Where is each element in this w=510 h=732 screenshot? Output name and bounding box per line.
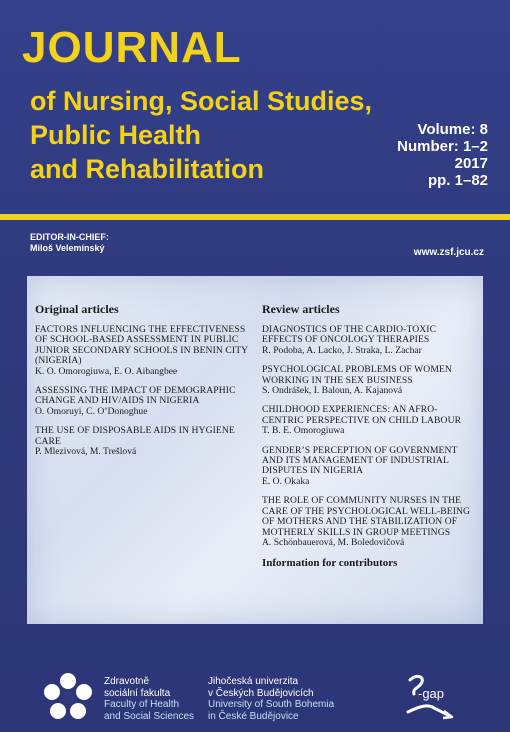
university-line-4: in České Budějovice xyxy=(208,710,299,722)
university-name xyxy=(208,676,334,722)
article-title: DIAGNOSTICS OF THE CARDIO-TOXIC EFFECTS OF ONCOLOGY THERAPIES xyxy=(262,324,437,346)
faculty-line-2: sociální fakulta xyxy=(104,687,171,699)
article-authors: P. Mlezivová, M. Trešlová xyxy=(35,446,137,458)
subtitle-line-3: and Rehabilitation xyxy=(30,154,265,184)
editor-block xyxy=(30,232,109,254)
volume-info xyxy=(397,121,488,189)
article-item xyxy=(262,446,477,488)
article-title: GENDER’S PERCEPTION OF GOVERNMENT AND ITS MANAGEMENT OF INDUSTRIAL DISPUTES IN NIGERIA xyxy=(262,444,458,477)
faculty-line-4: and Social Sciences xyxy=(104,710,195,722)
faculty-line-3: Faculty of Health xyxy=(104,699,180,710)
table-of-contents xyxy=(27,276,483,624)
article-item xyxy=(262,365,477,396)
number: Number: 1–2 xyxy=(397,138,488,155)
article-title: ASSESSING THE IMPACT OF DEMOGRAPHIC CHANGE AND HIV/AIDS IN NIGERIA xyxy=(35,385,236,407)
article-authors: O. Omoruyi, C. O’Donoghue xyxy=(35,405,148,417)
article-item xyxy=(262,325,477,356)
pages: pp. 1–82 xyxy=(427,172,488,189)
article-authors: K. O. Omorogiuwa, E. O. Aibangbee xyxy=(35,365,178,377)
article-item xyxy=(35,426,257,457)
review-articles-heading: Review articles xyxy=(262,302,340,316)
article-authors: S. Ondrášek, I. Baloun, A. Kajanová xyxy=(262,385,403,397)
faculty-line-1: Zdravotně xyxy=(104,676,150,687)
article-item xyxy=(35,386,257,417)
article-item xyxy=(262,405,477,436)
journal-title: JOURNAL xyxy=(22,23,242,72)
gap-logo-text: -gap xyxy=(418,686,445,701)
website-link[interactable]: www.zsf.jcu.cz xyxy=(413,247,484,258)
volume: Volume: 8 xyxy=(417,121,488,138)
subtitle-line-2: Public Health xyxy=(30,120,202,150)
article-authors: E. O. Okaka xyxy=(262,475,310,487)
faculty-name xyxy=(104,676,194,722)
journal-subtitle xyxy=(30,84,372,186)
article-item xyxy=(35,325,257,377)
article-title: THE ROLE OF COMMUNITY NURSES IN THE CARE OF THE PSYCHOLOGICAL WELL-BEING OF MOTHERS AND THE STABILIZATION OF MOTHERLY SKILLS IN GROUP MEETINGS xyxy=(262,495,471,538)
review-articles-column xyxy=(262,302,477,569)
footer xyxy=(0,636,510,732)
university-line-1: Jihočeská univerzita xyxy=(208,676,299,687)
yellow-divider xyxy=(0,214,510,220)
article-authors: A. Schönbauerová, M. Boledovičová xyxy=(262,536,405,548)
faculty-flower-logo-icon xyxy=(42,672,94,724)
editor-name: Miloš Velemínský xyxy=(30,243,105,253)
original-articles-heading: Original articles xyxy=(35,302,119,316)
university-line-3: University of South Bohemia xyxy=(208,699,335,710)
information-for-contributors: Information for contributors xyxy=(262,557,398,570)
article-item xyxy=(262,496,477,548)
article-title: CHILDHOOD EXPERIENCES: AN AFRO-CENTRIC PERSPECTIVE ON CHILD LABOUR xyxy=(262,404,462,426)
original-articles-column xyxy=(35,302,257,466)
university-line-2: v Českých Budějovicích xyxy=(208,687,314,699)
article-authors: R. Podoba, A. Lacko, J. Straka, L. Zachar xyxy=(262,344,422,356)
article-authors: T. B. E. Omorogiuwa xyxy=(262,425,345,437)
year: 2017 xyxy=(454,155,488,172)
article-title: THE USE OF DISPOSABLE AIDS IN HYGIENE CARE xyxy=(35,425,235,447)
gap-logo-icon xyxy=(404,670,474,720)
article-title: PSYCHOLOGICAL PROBLEMS OF WOMEN WORKING IN THE SEX BUSINESS xyxy=(262,364,452,386)
article-title: FACTORS INFLUENCING THE EFFECTIVENESS OF SCHOOL-BASED ASSESSMENT IN PUBLIC JUNIOR SECONDARY SCHOOLS IN BENIN CITY (NIGERIA) xyxy=(35,324,248,367)
editor-label: EDITOR-IN-CHIEF: xyxy=(30,232,109,242)
subtitle-line-1: of Nursing, Social Studies, xyxy=(30,86,373,116)
